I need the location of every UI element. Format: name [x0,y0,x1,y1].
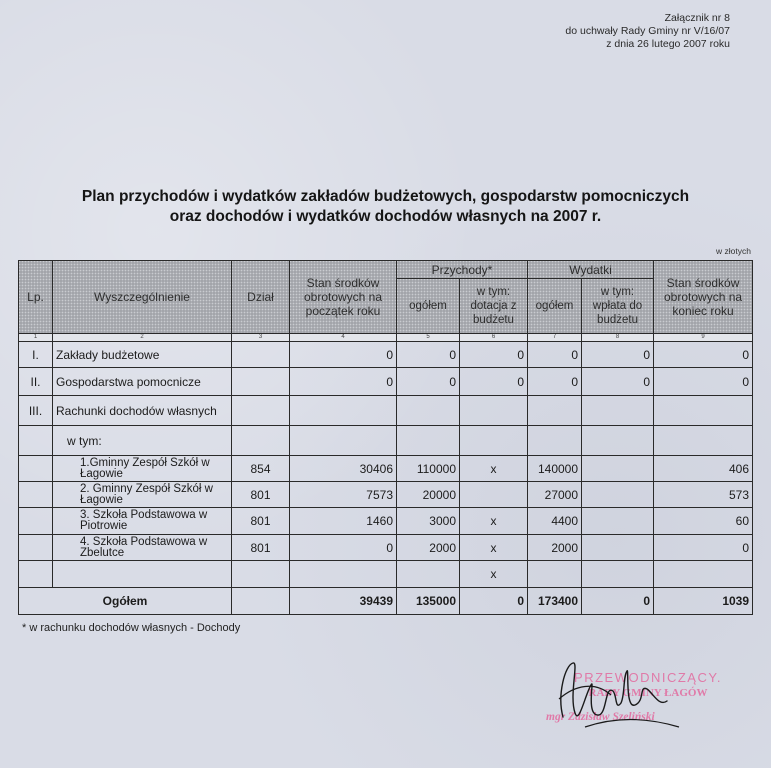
cell-name [53,561,232,588]
stamp-title: PRZEWODNICZĄCY. [574,670,722,685]
cell-przychody-ogolem [397,561,460,588]
cell-przychody-dotacja: x [460,561,528,588]
cell-stan-koniec: 573 [654,482,753,508]
table-row [19,508,753,535]
unit-label: w złotych [716,246,751,256]
column-number: 7 [528,334,582,342]
cell-dzial: 801 [232,508,290,535]
total-stan-koniec: 1039 [654,588,753,615]
cell-name: Gospodarstwa pomocnicze [53,368,232,396]
cell-wydatki-wplata [582,396,654,426]
cell-przychody-ogolem: 0 [397,368,460,396]
cell-wydatki-wplata [582,426,654,456]
cell-przychody-dotacja: x [460,535,528,561]
cell-przychody-ogolem [397,426,460,456]
total-stan-poczatek: 39439 [290,588,397,615]
cell-wydatki-ogolem [528,396,582,426]
cell-wydatki-ogolem: 0 [528,342,582,368]
official-stamp [543,670,753,723]
header-wydatki: Wydatki [528,261,654,279]
cell-name: 2. Gminny Zespół Szkół w Łagowie [53,482,232,508]
table-row [19,368,753,396]
column-number: 3 [232,334,290,342]
annex-number: Załącznik nr 8 [664,12,730,24]
cell-stan-poczatek: 0 [290,535,397,561]
cell-dzial [232,426,290,456]
cell-name: 3. Szkoła Podstawowa w Piotrowie [53,508,232,535]
total-wydatki-wplata: 0 [582,588,654,615]
table-row [19,456,753,482]
cell-wydatki-ogolem: 2000 [528,535,582,561]
cell-dzial: 854 [232,456,290,482]
table-row [19,561,753,588]
cell-dzial: 801 [232,482,290,508]
cell-stan-poczatek: 0 [290,342,397,368]
cell-wydatki-ogolem: 140000 [528,456,582,482]
table-row [19,535,753,561]
header-stan-poczatek: Stan środków obrotowych na początek roku [290,261,397,334]
stamp-name: mgr Zdzisław Szeliński [546,711,655,723]
cell-wydatki-wplata [582,508,654,535]
cell-stan-koniec [654,426,753,456]
cell-stan-koniec [654,561,753,588]
table-row [19,426,753,456]
header-stan-koniec: Stan środków obrotowych na koniec roku [654,261,753,334]
cell-wydatki-ogolem: 4400 [528,508,582,535]
annex-reference [565,12,730,51]
cell-lp [19,426,53,456]
resolution-date: z dnia 26 lutego 2007 roku [606,38,730,50]
total-przychody-dotacja: 0 [460,588,528,615]
cell-stan-koniec: 0 [654,342,753,368]
cell-wydatki-ogolem: 0 [528,368,582,396]
cell-przychody-dotacja [460,396,528,426]
stamp-council: RADY GMINY ŁAGÓW [588,687,708,699]
column-number-row [19,334,753,342]
cell-dzial: 801 [232,535,290,561]
column-number: 8 [582,334,654,342]
cell-wydatki-ogolem [528,426,582,456]
cell-przychody-ogolem: 20000 [397,482,460,508]
cell-lp: I. [19,342,53,368]
cell-przychody-dotacja: 0 [460,342,528,368]
cell-przychody-dotacja [460,482,528,508]
cell-stan-poczatek: 0 [290,368,397,396]
column-number: 1 [19,334,53,342]
cell-stan-koniec: 0 [654,535,753,561]
table-row [19,342,753,368]
header-wydatki-wplata: w tym: wpłata do budżetu [582,279,654,334]
cell-stan-koniec: 406 [654,456,753,482]
cell-lp [19,456,53,482]
cell-przychody-dotacja: x [460,508,528,535]
cell-przychody-dotacja [460,426,528,456]
cell-przychody-ogolem: 2000 [397,535,460,561]
title-line-2: oraz dochodów i wydatków dochodów własnych na 2007 r. [169,208,602,225]
cell-stan-koniec: 60 [654,508,753,535]
cell-przychody-ogolem: 110000 [397,456,460,482]
cell-wydatki-ogolem [528,561,582,588]
cell-lp [19,508,53,535]
cell-name: Rachunki dochodów własnych [53,396,232,426]
document-title [0,187,771,227]
table-row [19,482,753,508]
cell-stan-koniec [654,396,753,426]
total-przychody-ogolem: 135000 [397,588,460,615]
cell-name: Zakłady budżetowe [53,342,232,368]
cell-wydatki-wplata [582,535,654,561]
cell-name: w tym: [53,426,232,456]
total-row [19,588,753,615]
cell-stan-poczatek: 30406 [290,456,397,482]
cell-lp: III. [19,396,53,426]
column-number: 4 [290,334,397,342]
total-label: Ogółem [19,588,232,615]
cell-lp: II. [19,368,53,396]
cell-lp [19,561,53,588]
cell-przychody-ogolem [397,396,460,426]
cell-dzial [232,368,290,396]
table-row [19,396,753,426]
column-number: 9 [654,334,753,342]
cell-name: 4. Szkoła Podstawowa w Zbelutce [53,535,232,561]
header-dzial: Dział [232,261,290,334]
column-number: 6 [460,334,528,342]
header-przychody-ogolem: ogółem [397,279,460,334]
resolution-number: do uchwały Rady Gminy nr V/16/07 [565,25,730,37]
title-line-1: Plan przychodów i wydatków zakładów budżetowych, gospodarstw pomocniczych [81,188,690,205]
header-wydatki-ogolem: ogółem [528,279,582,334]
cell-stan-poczatek: 7573 [290,482,397,508]
footnote: * w rachunku dochodów własnych - Dochody [22,622,241,634]
cell-wydatki-wplata [582,482,654,508]
cell-wydatki-wplata [582,456,654,482]
cell-przychody-dotacja: x [460,456,528,482]
total-dzial [232,588,290,615]
header-lp: Lp. [19,261,53,334]
cell-stan-poczatek [290,561,397,588]
cell-przychody-ogolem: 0 [397,342,460,368]
budget-plan-table [18,260,753,615]
cell-lp [19,535,53,561]
cell-stan-koniec: 0 [654,368,753,396]
cell-name: 1.Gminny Zespół Szkół w Łagowie [53,456,232,482]
cell-wydatki-wplata: 0 [582,342,654,368]
cell-lp [19,482,53,508]
cell-dzial [232,561,290,588]
column-number: 5 [397,334,460,342]
cell-wydatki-wplata: 0 [582,368,654,396]
cell-wydatki-ogolem: 27000 [528,482,582,508]
cell-przychody-ogolem: 3000 [397,508,460,535]
cell-stan-poczatek [290,426,397,456]
cell-stan-poczatek [290,396,397,426]
cell-wydatki-wplata [582,561,654,588]
total-wydatki-ogolem: 173400 [528,588,582,615]
column-number: 2 [53,334,232,342]
cell-dzial [232,342,290,368]
header-name: Wyszczególnienie [53,261,232,334]
header-przychody: Przychody* [397,261,528,279]
header-przychody-dotacja: w tym: dotacja z budżetu [460,279,528,334]
cell-dzial [232,396,290,426]
cell-przychody-dotacja: 0 [460,368,528,396]
cell-stan-poczatek: 1460 [290,508,397,535]
